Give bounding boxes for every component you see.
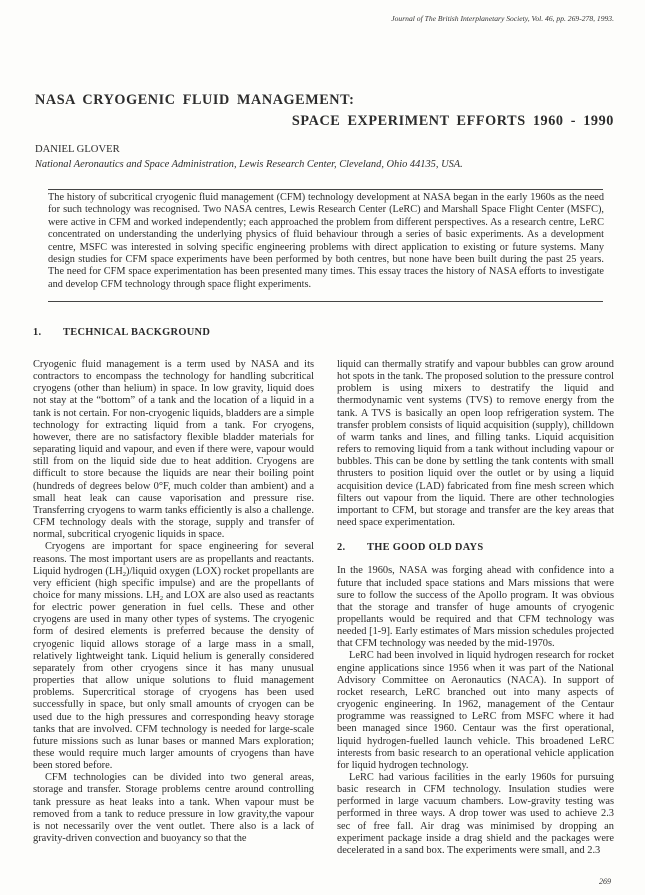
paragraph: LeRC had been involved in liquid hydrogen research for rocket engine applications since 1956 when it was part of the National Advisory Committee on Aeronautics (NACA). In support of rocket research, LeRC branched out into many aspects of cryogenic engineering. In 1962, management of the Centaur programme was reassigned to LeRC from MSFC where it had been managed since 1960. Centaur was the first operational, liquid hydrogen-fuelled launch vehicle. This broadened LeRC interests from basic research to an operational vehicle application for liquid hydrogen technology. [337,650,614,771]
paragraph: In the 1960s, NASA was forging ahead with confidence into a future that included space stations and Mars missions that were sure to follow the success of the Apollo program. It was obvious that the storage and transfer of huge amounts of cryogenic propellants would be required and that CFM technology was needed [1-9]. Early estimates of Mars mission schedules projected that CFM technology was needed by the mid-1970s. [337,565,614,650]
abstract-bottom-rule [48,301,603,302]
left-column [33,359,314,845]
section-heading-2 [337,542,614,554]
author-affiliation: National Aeronautics and Space Administration, Lewis Research Center, Cleveland, Ohio 44135, USA. [35,159,463,170]
section-heading-1 [33,327,210,338]
journal-citation: Journal of The British Interplanetary Society, Vol. 46, pp. 269-278, 1993. [391,14,614,23]
paper-title-line-2: SPACE EXPERIMENT EFFORTS 1960 - 1990 [291,113,614,129]
abstract: The history of subcritical cryogenic fluid management (CFM) technology development at NASA began in the early 1960s as the need for such technology was recognised. Two NASA centres, Lewis Research Center (LeRC) and Marshall Space Flight Center (MSFC), were active in CFM and worked independently; each approached the problem from different perspectives. As a research centre, LeRC concentrated on understanding the underlying physics of fluid behaviour through a series of basic experiments. As a development centre, MSFC was interested in solving specific engineering problems with direct application to existing or future systems. Many design studies for CFM space experiments have been performed by both centres, but none have been built during the past 25 years. The need for CFM space experimentation has been presented many times. This essay traces the history of NASA efforts to investigate and develop CFM technology through space flight experiments. [48,192,604,290]
author-name: DANIEL GLOVER [35,144,120,155]
page-number: 269 [599,877,611,886]
abstract-top-rule [48,189,603,190]
section-title: THE GOOD OLD DAYS [367,542,484,554]
paragraph: Cryogens are important for space engineering for several reasons. The most important users are as propellants and reactants. Liquid hydrogen $(LH_2)$/liquid oxygen (LOX) rocket propellants are very efficient (high specific impulse) and are the propellants of choice for many missions. $LH_2$ and LOX are also used as reactants for electric power generation in fuel cells. These and other cryogens are used in many other types of systems. The cryogenic form of desired elements is preferred because the density of cryogenic liquid allows storage of a large mass in a small, relatively lightweight tank. Liquid helium is generally considered separately from other cryogens since it has many unusual properties that allow unique solutions to fluid management problems. Supercritical storage of cryogens has been used successfully in space, but only small amounts of cryogen can be used due to the high pressures and corresponding heavy storage tanks that are involved. CFM technology is needed for large-scale future missions such as lunar bases or manned Mars exploration; these would require much larger amounts of cryogens than have been stored before. [33,541,315,772]
paragraph: CFM technologies can be divided into two general areas, storage and transfer. Storage problems centre around controlling tank pressure as heat leaks into a tank. When vapour must be removed from a tank to reduce pressure in low gravity,the vapour is not necessarily over the vent outlet. There also is a lack of gravity-driven convection and buoyancy so that the [33,772,314,845]
paper-title-line-1: NASA CRYOGENIC FLUID MANAGEMENT: [35,92,355,108]
section-number: 2. [337,542,346,554]
paragraph: LeRC had various facilities in the early 1960s for pursuing basic research in CFM technology. Insulation studies were performed in large vacuum chambers. Low-gravity testing was performed in three ways. A drop tower was used to achieve 2.3 sec of free fall. Air drag was minimised by dropping an experiment package inside a drag shield and the packages were decelerated in a sand box. The experiments were small, and 2.3 [337,772,614,856]
paragraph: liquid can thermally stratify and vapour bubbles can grow around hot spots in the tank. The proposed solution to the pressure control problem is using mixers to destratify the liquid and thermodynamic vent systems (TVS) to remove energy from the tank. A TVS is basically an open loop refrigeration system. The transfer problem consists of liquid acquisition (supply), chilldown of warm tanks and lines, and filling tanks. Liquid acquisition refers to removing liquid from a tank without including vapour or bubbles. This can be done by settling the tank contents with small thrusters to position liquid over the outlet or by using a liquid acquisition device (LAD) fabricated from fine mesh screen which filters out vapour from the liquid. There are other technologies important to CFM, but storage and transfer are the key areas that need space experimentation. [337,359,614,529]
section-number: 1. [33,327,42,338]
right-column [337,359,614,857]
section-title: TECHNICAL BACKGROUND [63,327,211,338]
paragraph: Cryogenic fluid management is a term used by NASA and its contractors to encompass the technology for handling subcritical cryogens (other than helium) in space. In low gravity, liquid does not stay at the “bottom” of a tank and the location of a liquid in a tank is not certain. For non-cryogenic liquids, bladders are a simple technology for extracting liquid from a tank. For cryogens, however, there are no satisfactory flexible bladder materials for separating liquid and vapour, and even if there were, vapour would still from on the liquid side due to heat addition. Cryogens are difficult to store because the liquids are near their boiling point (hundreds of degrees below 0°F, much colder than ambient) and a small heat leak can cause vaporisation and pressure rise. Transferring cryogens to warm tanks efficiently is also a challenge. CFM technology deals with the storage, supply and transfer of normal, subcritical cryogenic liquids in space. [33,359,314,541]
